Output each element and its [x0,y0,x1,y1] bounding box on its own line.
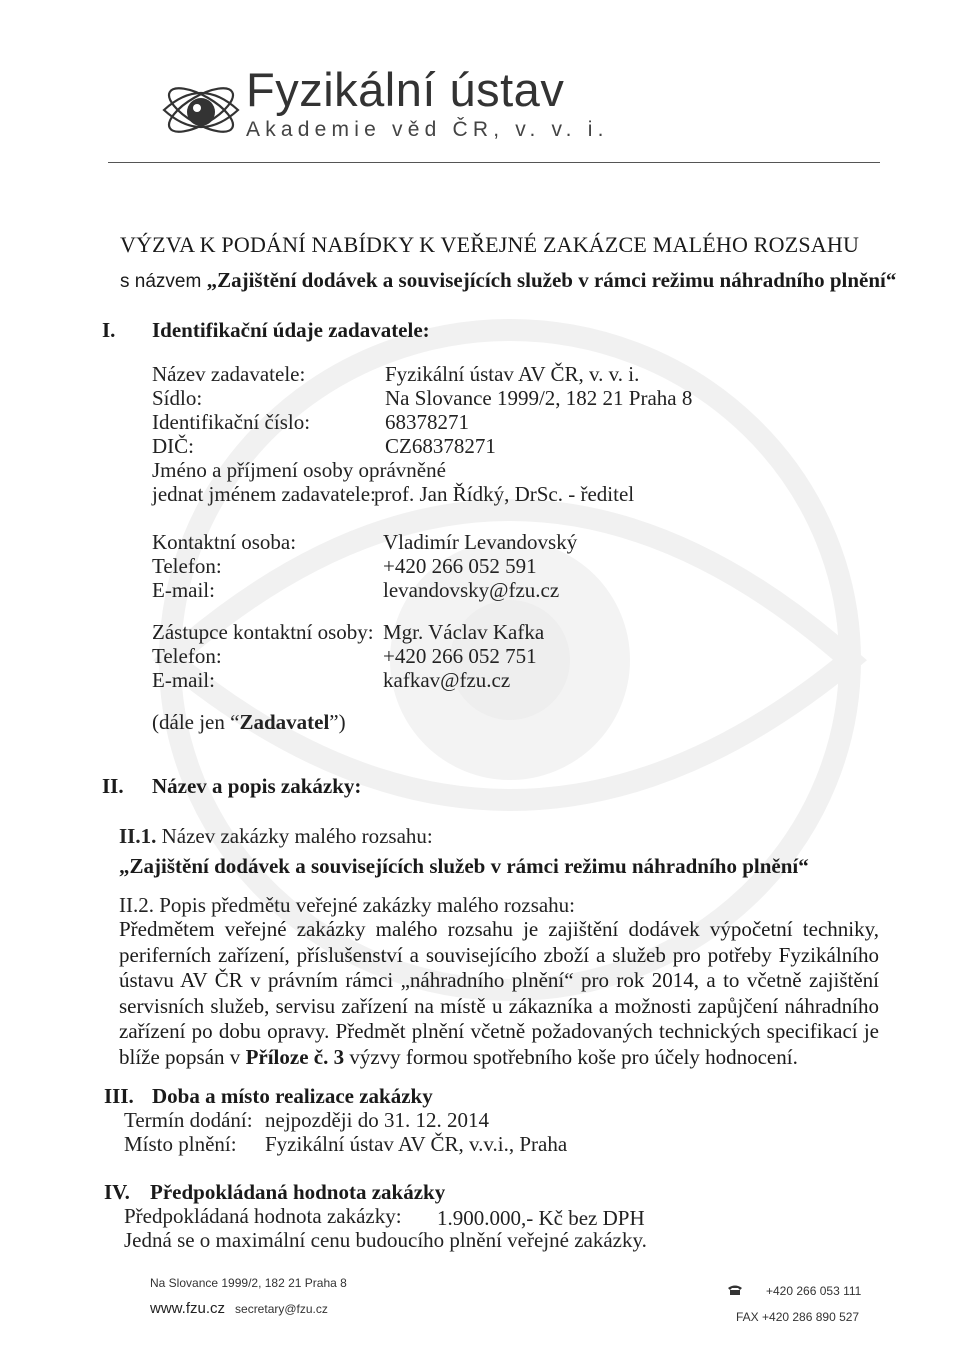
value-contact-phone: +420 266 052 591 [383,554,537,578]
subsection-2-1-title: Název zakázky malého rozsahu: [156,824,433,848]
label-deputy: Zástupce kontaktní osoby: [152,620,374,644]
value-vat: CZ68378271 [385,434,496,458]
label-vat: DIČ: [152,434,194,458]
section-3-title: Doba a místo realizace zakázky [152,1084,433,1108]
value-deputy: Mgr. Václav Kafka [383,620,545,644]
subsection-2-1 [119,824,433,849]
subsection-2-2-number: II.2. [119,893,154,917]
note-prefix: (dále jen “ [152,710,240,734]
label-contact: Kontaktní osoba: [152,530,297,554]
label-name: Název zadavatele: [152,362,306,386]
label-contact-phone: Telefon: [152,554,222,578]
client-note [152,710,346,735]
label-contact-email: E-mail: [152,578,215,602]
header-divider [108,162,880,163]
value-contact: Vladimír Levandovský [383,530,578,554]
section-1-title: Identifikační údaje zadavatele: [152,318,430,342]
section-2-number: II. [102,774,124,798]
document-title: VÝZVA K PODÁNÍ NABÍDKY K VEŘEJNÉ ZAKÁZCE MALÉHO ROZSAHU [120,232,860,257]
subsection-2-2 [119,893,575,918]
description-text: Předmětem veřejné zakázky malého rozsahu je zajištění dodávek výpočetní techniky, periferních zařízení, příslušenství a souvisejícího zboží a služeb pro potřeby Fyzikálního ústavu AV ČR v právním rámci „náhradního plnění“ pro rok 2014, a to včetně zajištění servisních služeb, servisu zařízení na místě u zákazníka a možnosti zapůjčení náhradního zařízení po dobu opravy. Předmět plnění včetně požadovaných technických specifikací je blíže popsán v [119,917,879,1069]
label-authorized-2: jednat jménem zadavatele: [152,482,376,506]
label-place: Místo plnění: [124,1132,237,1156]
value-place: Fyzikální ústav AV ČR, v.v.i., Praha [265,1132,568,1156]
value-deputy-email: kafkav@fzu.cz [383,668,511,692]
label-delivery-term: Termín dodání: [124,1108,253,1132]
label-seat: Sídlo: [152,386,203,410]
description-tail: výzvy formou spotřebního koše pro účely hodnocení. [344,1044,798,1069]
value-estimated-value: 1.900.000,- Kč bez DPH [437,1206,645,1230]
value-deputy-phone: +420 266 052 751 [383,644,537,668]
value-delivery-term: nejpozději do 31. 12. 2014 [265,1108,489,1132]
subsection-2-1-number: II.1. [119,824,157,848]
footer-phone: +420 266 053 111 [766,1284,862,1298]
subsection-2-2-title: Popis předmětu veřejné zakázky malého rozsahu: [154,893,576,917]
section-4-title: Předpokládaná hodnota zakázky [150,1180,446,1204]
section-4-number: IV. [104,1180,130,1204]
estimated-value-note: Jedná se o maximální cenu budoucího plnění veřejné zakázky. [124,1228,647,1252]
label-estimated-value: Předpokládaná hodnota zakázky: [124,1204,402,1228]
institute-logo-icon [160,66,242,154]
footer-email[interactable]: secretary@fzu.cz [235,1302,328,1316]
subtitle-name: „Zajištění dodávek a souvisejících služeb v rámci režimu náhradního plnění“ [206,268,897,292]
section-3-number: III. [104,1084,134,1108]
value-seat: Na Slovance 1999/2, 182 21 Praha 8 [385,386,693,410]
document-subtitle [120,268,896,293]
value-authorized: prof. Jan Řídký, DrSc. - ředitel [374,482,635,506]
footer-address: Na Slovance 1999/2, 182 21 Praha 8 [150,1276,347,1290]
telephone-icon [727,1284,743,1296]
label-deputy-phone: Telefon: [152,644,222,668]
footer-web-line [150,1300,328,1318]
section-2-title: Název a popis zakázky: [152,774,362,798]
section-1-number: I. [102,318,116,342]
label-authorized-1: Jméno a příjmení osoby oprávněné [152,458,446,482]
note-bold: Zadavatel [239,710,330,734]
footer-fax: FAX +420 286 890 527 [736,1310,860,1324]
note-suffix: ”) [329,710,346,734]
org-name: Fyzikální ústav [246,63,565,116]
contract-name: „Zajištění dodávek a souvisejících služeb v rámci režimu náhradního plnění“ [119,854,809,878]
org-subtitle: Akademie věd ČR, v. v. i. [246,118,609,141]
footer-website[interactable]: www.fzu.cz [150,1300,226,1317]
description-annex: Příloze č. 3 [245,1044,345,1069]
value-id: 68378271 [385,410,469,434]
value-name: Fyzikální ústav AV ČR, v. v. i. [385,362,640,386]
subtitle-prefix: s názvem [120,271,207,292]
label-id: Identifikační číslo: [152,410,311,434]
value-contact-email: levandovsky@fzu.cz [383,578,560,602]
contract-description [119,917,879,1070]
label-deputy-email: E-mail: [152,668,215,692]
